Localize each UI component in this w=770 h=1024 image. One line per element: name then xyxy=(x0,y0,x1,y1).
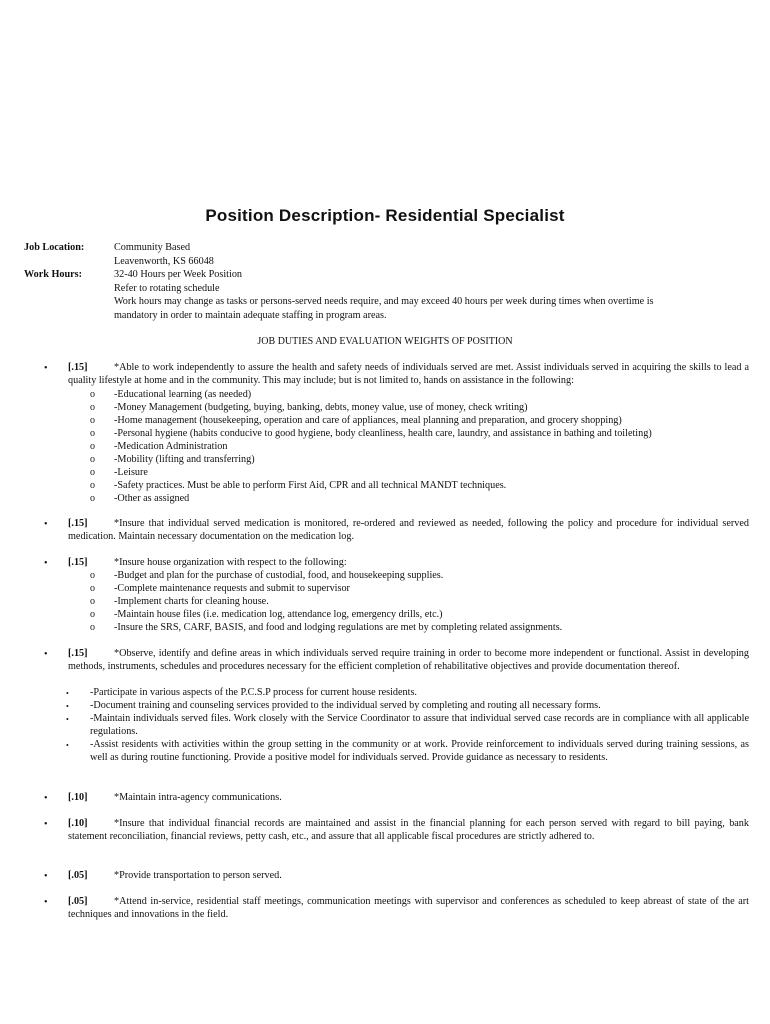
duty-item xyxy=(68,817,749,843)
duty-text: *Insure house organization with respect to the following: xyxy=(114,557,347,568)
duty-subitem: -Mobility (lifting and transferring) xyxy=(114,454,255,465)
bullet-icon: • xyxy=(44,871,48,882)
bullet-icon: • xyxy=(44,897,48,908)
duty-subitem: -Leisure xyxy=(114,467,148,478)
bullet-icon: • xyxy=(66,741,69,750)
duty-subbullet: -Assist residents with activities within the group setting in the community or at work. Provide reinforcement to individuals served during training sessions, as well as during routine functioning. Provide a positive model for individuals served. Provide guidance as necessary to residents. xyxy=(90,739,749,763)
job-location-line: Leavenworth, KS 66048 xyxy=(114,256,214,267)
duty-subbullet: -Maintain individuals served files. Work closely with the Service Coordinator to assure that individual served case records are in compliance with all applicable regulations. xyxy=(90,713,749,737)
work-hours-line: Refer to rotating schedule xyxy=(114,283,220,294)
duty-text: *Maintain intra-agency communications. xyxy=(114,792,282,803)
job-location-label: Job Location: xyxy=(24,242,85,253)
circle-bullet-icon: o xyxy=(90,609,95,620)
duty-weight: [.15] xyxy=(68,648,88,659)
bullet-icon: • xyxy=(66,689,69,698)
duty-subitem: -Medication Administration xyxy=(114,441,228,452)
page-title: Position Description- Residential Specialist xyxy=(205,206,565,225)
bullet-icon: • xyxy=(44,558,48,569)
circle-bullet-icon: o xyxy=(90,402,95,413)
work-hours-line: 32-40 Hours per Week Position xyxy=(114,269,243,280)
section-heading: JOB DUTIES AND EVALUATION WEIGHTS OF POSITION xyxy=(257,336,513,347)
circle-bullet-icon: o xyxy=(90,441,95,452)
duty-weight: [.05] xyxy=(68,870,88,881)
duty-weight: [.15] xyxy=(68,557,88,568)
duty-item xyxy=(68,895,749,921)
circle-bullet-icon: o xyxy=(90,454,95,465)
circle-bullet-icon: o xyxy=(90,622,95,633)
duty-subitem: -Other as assigned xyxy=(114,493,190,504)
duty-subitem: -Educational learning (as needed) xyxy=(114,389,252,400)
duty-text: *Observe, identify and define areas in which individuals served require training in order to become more independent or functional. Assist in developing methods, instruments, schedules and procedures necessary for the efficient completion of rehabilitative objectives and provide documentation thereof. xyxy=(68,648,749,672)
bullet-icon: • xyxy=(44,793,48,804)
duty-subitem: -Safety practices. Must be able to perform First Aid, CPR and all technical MANDT techniques. xyxy=(114,480,507,491)
duty-subitem: -Maintain house files (i.e. medication log, attendance log, emergency drills, etc.) xyxy=(114,609,443,620)
duty-text: *Attend in-service, residential staff meetings, communication meetings with supervisor and conferences as scheduled to keep abreast of state of the art techniques and innovations in the field. xyxy=(68,896,749,920)
circle-bullet-icon: o xyxy=(90,389,95,400)
circle-bullet-icon: o xyxy=(90,480,95,491)
duty-text: *Able to work independently to assure the health and safety needs of individuals served are met. Assist individuals served in acquiring the skills to lead a quality lifestyle at home and in the community. This may include; but is not limited to, hands on assistance in the following: xyxy=(68,362,749,386)
circle-bullet-icon: o xyxy=(90,596,95,607)
duty-subitem: -Implement charts for cleaning house. xyxy=(114,596,269,607)
duty-item xyxy=(68,556,749,569)
duty-subitem: -Home management (housekeeping, operation and care of appliances, meal planning and preparation, and grocery shopping) xyxy=(114,415,622,426)
duty-item xyxy=(68,869,749,882)
circle-bullet-icon: o xyxy=(90,493,95,504)
bullet-icon: • xyxy=(44,363,48,374)
duty-subbullet: -Document training and counseling services provided to the individual served by completing and routing all necessary forms. xyxy=(90,700,601,711)
work-hours-line: Work hours may change as tasks or persons-served needs require, and may exceed 40 hours per week during times when overtime is xyxy=(114,296,654,307)
bullet-icon: • xyxy=(66,715,69,724)
duty-subbullet: -Participate in various aspects of the P.C.S.P process for current house residents. xyxy=(90,687,417,698)
duty-item xyxy=(68,791,749,804)
circle-bullet-icon: o xyxy=(90,570,95,581)
duty-item xyxy=(68,361,749,387)
duty-text: *Insure that individual financial records are maintained and assist in the financial planning for each person served with regard to bill paying, bank statement reconciliation, financial reviews, petty cash, etc., and assure that all applicable fiscal procedures are strictly adhered to. xyxy=(68,818,749,842)
duty-item xyxy=(68,517,749,543)
duty-subitem: -Personal hygiene (habits conducive to good hygiene, body cleanliness, health care, laundry, and assistance in bathing and toileting) xyxy=(114,428,652,439)
duty-weight: [.10] xyxy=(68,792,88,803)
work-hours-line: mandatory in order to maintain adequate staffing in program areas. xyxy=(114,310,387,321)
duty-subitem: -Money Management (budgeting, buying, banking, debts, money value, use of money, check writing) xyxy=(114,402,528,413)
bullet-icon: • xyxy=(44,819,48,830)
duty-subitem: -Budget and plan for the purchase of custodial, food, and housekeeping supplies. xyxy=(114,570,444,581)
duty-text: *Insure that individual served medication is monitored, re-ordered and reviewed as needed, following the policy and procedure for individual served medication. Maintain necessary documentation on the medication log. xyxy=(68,518,749,542)
circle-bullet-icon: o xyxy=(90,428,95,439)
duty-weight: [.05] xyxy=(68,896,88,907)
work-hours-label: Work Hours: xyxy=(24,269,83,280)
bullet-icon: • xyxy=(44,519,48,530)
circle-bullet-icon: o xyxy=(90,583,95,594)
duty-text: *Provide transportation to person served. xyxy=(114,870,282,881)
bullet-icon: • xyxy=(44,649,48,660)
duty-weight: [.15] xyxy=(68,362,88,373)
duty-weight: [.15] xyxy=(68,518,88,529)
duty-subitem: -Insure the SRS, CARF, BASIS, and food and lodging regulations are met by completing related assignments. xyxy=(114,622,563,633)
circle-bullet-icon: o xyxy=(90,467,95,478)
circle-bullet-icon: o xyxy=(90,415,95,426)
duty-subitem: -Complete maintenance requests and submit to supervisor xyxy=(114,583,350,594)
duty-weight: [.10] xyxy=(68,818,88,829)
bullet-icon: • xyxy=(66,702,69,711)
job-location-line: Community Based xyxy=(114,242,191,253)
duty-item xyxy=(68,647,749,673)
